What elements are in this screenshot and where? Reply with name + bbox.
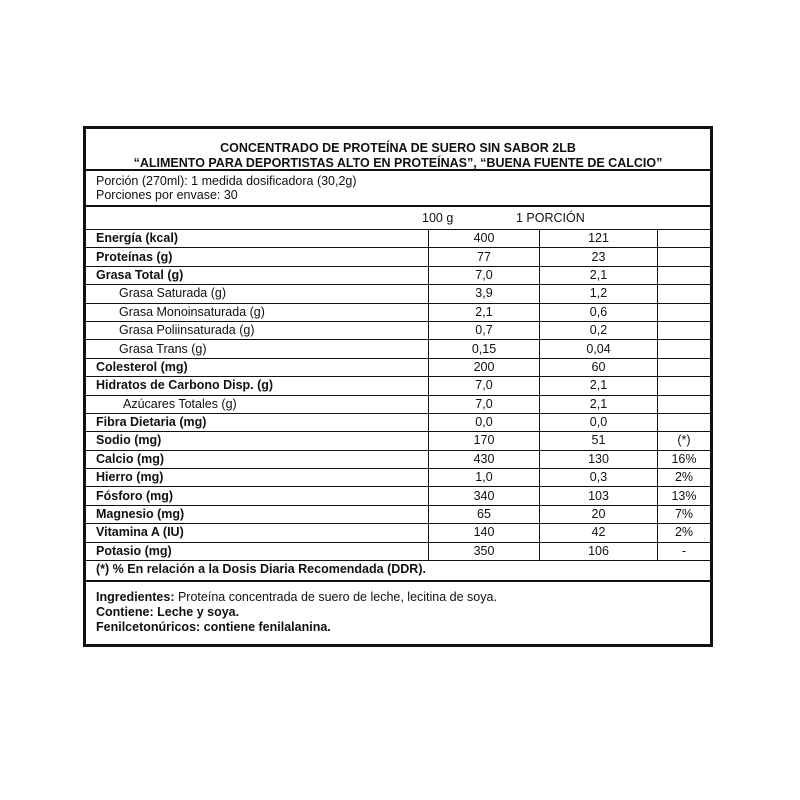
- value-per-portion: 23: [540, 248, 658, 266]
- value-per-100g: 0,0: [429, 413, 540, 431]
- ddr-percent: 13%: [658, 487, 711, 505]
- value-per-100g: 1,0: [429, 469, 540, 487]
- value-per-100g: 7,0: [429, 377, 540, 395]
- ddr-percent: [658, 285, 711, 303]
- ingredients-text: Proteína concentrada de suero de leche, lecitina de soya.: [174, 590, 497, 605]
- ddr-percent: [658, 340, 711, 358]
- ddr-percent: (*): [658, 432, 711, 450]
- value-per-portion: 20: [540, 505, 658, 523]
- table-row: [86, 285, 710, 303]
- nutrient-name: Fibra Dietaria (mg): [86, 413, 429, 431]
- table-row: [86, 358, 710, 376]
- ddr-footnote: (*) % En relación a la Dosis Diaria Recomendada (DDR).: [86, 560, 710, 580]
- ddr-percent: [658, 321, 711, 339]
- value-per-portion: 0,3: [540, 469, 658, 487]
- ddr-percent: 16%: [658, 450, 711, 468]
- ingredients-line: [96, 590, 700, 605]
- value-per-100g: 7,0: [429, 395, 540, 413]
- nutrient-name: Grasa Trans (g): [86, 340, 429, 358]
- value-per-100g: 65: [429, 505, 540, 523]
- nutrient-name: Hidratos de Carbono Disp. (g): [86, 377, 429, 395]
- value-per-100g: 77: [429, 248, 540, 266]
- value-per-portion: 0,04: [540, 340, 658, 358]
- nutrient-name: Proteínas (g): [86, 248, 429, 266]
- table-row: [86, 321, 710, 339]
- ingredients-label: Ingredientes:: [96, 590, 175, 605]
- table-row: [86, 266, 710, 284]
- value-per-100g: 400: [429, 230, 540, 248]
- table-row: [86, 432, 710, 450]
- value-per-100g: 140: [429, 524, 540, 542]
- nutrient-name: Magnesio (mg): [86, 505, 429, 523]
- value-per-portion: 103: [540, 487, 658, 505]
- value-per-100g: 7,0: [429, 266, 540, 284]
- value-per-portion: 0,6: [540, 303, 658, 321]
- value-per-100g: 3,9: [429, 285, 540, 303]
- nutrient-name: Sodio (mg): [86, 432, 429, 450]
- servings-per-pack: Porciones por envase: 30: [96, 188, 238, 202]
- serving-size: Porción (270ml): 1 medida dosificadora (30,2g): [96, 174, 357, 188]
- value-per-100g: 0,7: [429, 321, 540, 339]
- value-per-100g: 170: [429, 432, 540, 450]
- table-row: [86, 377, 710, 395]
- value-per-portion: 106: [540, 542, 658, 560]
- value-per-portion: 0,2: [540, 321, 658, 339]
- allergen-line: Contiene: Leche y soya.: [96, 605, 240, 620]
- nutrient-name: Vitamina A (IU): [86, 524, 429, 542]
- phenylketonuria-line: Fenilcetonúricos: contiene fenilalanina.: [96, 620, 331, 635]
- ddr-percent: [658, 230, 711, 248]
- ddr-percent: [658, 413, 711, 431]
- table-row: [86, 469, 710, 487]
- ddr-percent: [658, 377, 711, 395]
- nutrient-name: Colesterol (mg): [86, 358, 429, 376]
- nutrient-name: Grasa Saturada (g): [86, 285, 429, 303]
- value-per-portion: 2,1: [540, 377, 658, 395]
- value-per-portion: 60: [540, 358, 658, 376]
- nutrient-name: Hierro (mg): [86, 469, 429, 487]
- value-per-100g: 0,15: [429, 340, 540, 358]
- column-header-portion: 1 PORCIÓN: [516, 211, 585, 225]
- value-per-portion: 51: [540, 432, 658, 450]
- value-per-100g: 200: [429, 358, 540, 376]
- value-per-portion: 1,2: [540, 285, 658, 303]
- nutrient-name: Grasa Monoinsaturada (g): [86, 303, 429, 321]
- value-per-portion: 2,1: [540, 266, 658, 284]
- nutrient-name: Potasio (mg): [86, 542, 429, 560]
- table-row: [86, 524, 710, 542]
- nutrition-table: [86, 229, 710, 560]
- ddr-percent: [658, 248, 711, 266]
- table-row: [86, 303, 710, 321]
- table-row: [86, 505, 710, 523]
- table-row: [86, 413, 710, 431]
- label-title: [86, 129, 710, 169]
- value-per-100g: 2,1: [429, 303, 540, 321]
- value-per-portion: 130: [540, 450, 658, 468]
- nutrient-name: Energía (kcal): [86, 230, 429, 248]
- ddr-percent: -: [658, 542, 711, 560]
- ingredients-section: [86, 582, 710, 635]
- ddr-percent: 7%: [658, 505, 711, 523]
- nutrient-name: Calcio (mg): [86, 450, 429, 468]
- table-row: [86, 230, 710, 248]
- value-per-100g: 350: [429, 542, 540, 560]
- value-per-100g: 430: [429, 450, 540, 468]
- table-row: [86, 450, 710, 468]
- value-per-portion: 42: [540, 524, 658, 542]
- column-headers: [86, 207, 710, 229]
- ddr-percent: [658, 303, 711, 321]
- nutrient-name: Grasa Poliinsaturada (g): [86, 321, 429, 339]
- ddr-percent: 2%: [658, 524, 711, 542]
- ddr-percent: [658, 266, 711, 284]
- value-per-portion: 0,0: [540, 413, 658, 431]
- ddr-percent: [658, 395, 711, 413]
- nutrient-name: Azúcares Totales (g): [86, 395, 429, 413]
- nutrient-name: Grasa Total (g): [86, 266, 429, 284]
- value-per-100g: 340: [429, 487, 540, 505]
- table-row: [86, 340, 710, 358]
- value-per-portion: 2,1: [540, 395, 658, 413]
- column-header-100g: 100 g: [422, 211, 454, 225]
- table-row: [86, 248, 710, 266]
- ddr-percent: [658, 358, 711, 376]
- table-row: [86, 487, 710, 505]
- table-row: [86, 395, 710, 413]
- table-row: [86, 542, 710, 560]
- value-per-portion: 121: [540, 230, 658, 248]
- nutrition-label: [83, 126, 713, 647]
- ddr-percent: 2%: [658, 469, 711, 487]
- nutrient-name: Fósforo (mg): [86, 487, 429, 505]
- serving-info: [86, 171, 710, 205]
- product-name: CONCENTRADO DE PROTEÍNA DE SUERO SIN SABOR 2LB: [220, 141, 576, 155]
- product-claims: “ALIMENTO PARA DEPORTISTAS ALTO EN PROTEÍNAS”, “BUENA FUENTE DE CALCIO”: [133, 156, 663, 170]
